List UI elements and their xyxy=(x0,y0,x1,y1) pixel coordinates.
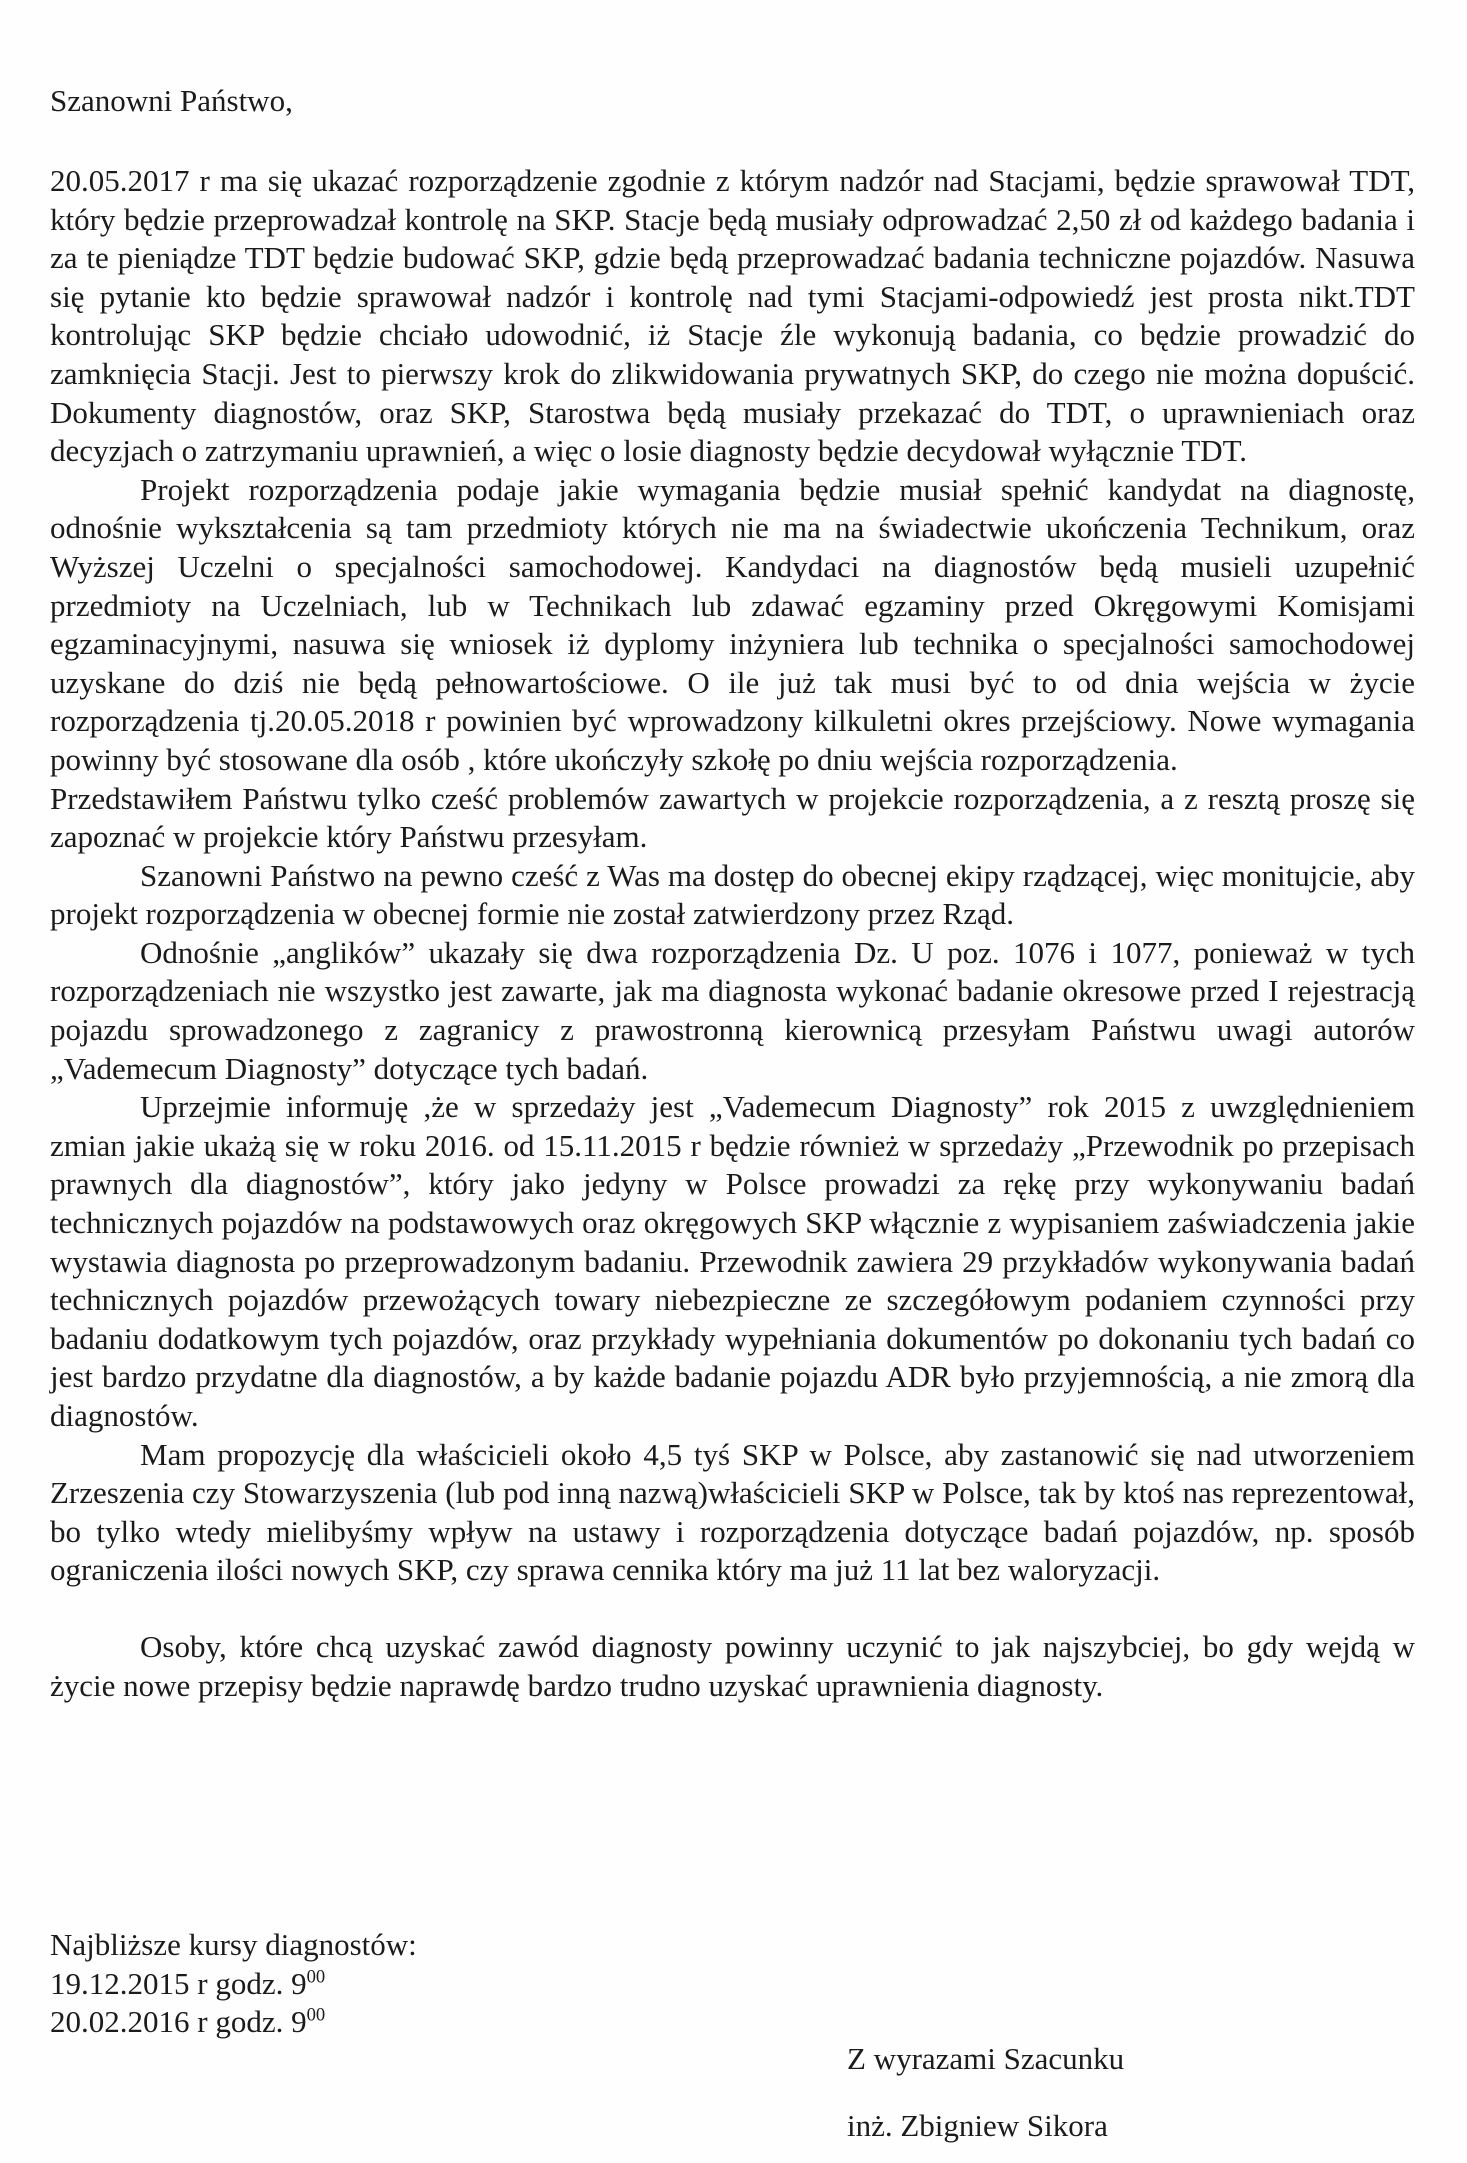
courses-list xyxy=(50,1926,417,2042)
paragraph-7: Mam propozycję dla właścicieli około 4,5 tyś SKP w Polsce, aby zastanowić się nad utworzeniem Zrzeszenia czy Stowarzyszenia (lub pod inną nazwą)właścicieli SKP w Polsce, tak by ktoś nas reprezentował, bo tylko wtedy mielibyśmy wpływ na ustawy i rozporządzenia dotyczące badań pojazdów, np. sposób ograniczenia ilości nowych SKP, czy sprawa cennika który ma już 11 lat bez waloryzacji. xyxy=(50,1436,1415,1588)
paragraph-5: Odnośnie „anglików” ukazały się dwa rozporządzenia Dz. U poz. 1076 i 1077, ponieważ w tych rozporządzeniach nie wszystko jest zawarte, jak ma diagnosta wykonać badanie okresowe przed I rejestracją pojazdu sprowadzonego z zagranicy z prawostronną kierownicą przesyłam Państwu uwagi autorów „Vademecum Diagnosty” dotyczące tych badań. xyxy=(50,934,1415,1086)
paragraph-4: Szanowni Państwo na pewno cześć z Was ma dostęp do obecnej ekipy rządzącej, więc monitujcie, aby projekt rozporządzenia w obecnej formie nie został zatwierdzony przez Rząd. xyxy=(50,857,1415,932)
signature-name: inż. Zbigniew Sikora xyxy=(847,2108,1108,2143)
paragraph-1: 20.05.2017 r ma się ukazać rozporządzenie zgodnie z którym nadzór nad Stacjami, będzie sprawował TDT, który będzie przeprowadzał kontrolę na SKP. Stacje będą musiały odprowadzać 2,50 zł od każdego badania i za te pieniądze TDT będzie budować SKP, gdzie będą przeprowadzać badania techniczne pojazdów. Nasuwa się pytanie kto będzie sprawował nadzór i kontrolę nad tymi Stacjami-odpowiedź jest prosta nikt.TDT kontrolując SKP będzie chciało udowodnić, iż Stacje źle wykonują badania, co będzie prowadzić do zamknięcia Stacji. Jest to pierwszy krok do zlikwidowania prywatnych SKP, do czego nie można dopuścić. Dokumenty diagnostów, oraz SKP, Starostwa będą musiały przekazać do TDT, o uprawnieniach oraz decyzjach o zatrzymaniu uprawnień, a więc o losie diagnosty będzie decydował wyłącznie TDT. xyxy=(50,163,1415,469)
salutation: Szanowni Państwo, xyxy=(50,83,293,118)
closing-phrase: Z wyrazami Szacunku xyxy=(847,2041,1125,2076)
course-time-minutes: 00 xyxy=(306,2004,326,2026)
letter-body xyxy=(50,162,1415,1705)
paragraph-8: Osoby, które chcą uzyskać zawód diagnosty powinny uczynić to jak najszybciej, bo gdy wejdą w życie nowe przepisy będzie naprawdę bardzo trudno uzyskać uprawnienia diagnosty. xyxy=(50,1628,1415,1703)
courses-heading: Najbliższe kursy diagnostów: xyxy=(50,1927,417,1962)
course-date-1 xyxy=(50,1965,417,2004)
course-date-text: 20.02.2016 r godz. 9 xyxy=(50,2004,307,2040)
course-date-text: 19.12.2015 r godz. 9 xyxy=(50,1965,307,2001)
paragraph-3: Przedstawiłem Państwu tylko cześć problemów zawartych w projekcie rozporządzenia, a z resztą proszę się zapoznać w projekcie który Państwu przesyłam. xyxy=(50,780,1415,855)
course-date-2 xyxy=(50,2003,417,2042)
paragraph-6: Uprzejmie informuję ,że w sprzedaży jest „Vademecum Diagnosty” rok 2015 z uwzględnieniem zmian jakie ukażą się w roku 2016. od 15.11.2015 r będzie również w sprzedaży „Przewodnik po przepisach prawnych dla diagnostów”, który jako jedyny w Polsce prowadzi za rękę przy wykonywaniu badań technicznych pojazdów na podstawowych oraz okręgowych SKP włącznie z wypisaniem zaświadczenia jakie wystawia diagnosta po przeprowadzonym badaniu. Przewodnik zawiera 29 przykładów wykonywania badań technicznych pojazdów przewożących towary niebezpieczne ze szczegółowym podaniem czynności przy badaniu dodatkowym tych pojazdów, oraz przykłady wypełniania dokumentów po dokonaniu tych badań co jest bardzo przydatne dla diagnostów, a by każde badanie pojazdu ADR było przyjemnością, a nie zmorą dla diagnostów. xyxy=(50,1089,1415,1433)
course-time-minutes: 00 xyxy=(306,1966,326,1988)
paragraph-2: Projekt rozporządzenia podaje jakie wymagania będzie musiał spełnić kandydat na diagnostę, odnośnie wykształcenia są tam przedmioty których nie ma na świadectwie ukończenia Technikum, oraz Wyższej Uczelni o specjalności samochodowej. Kandydaci na diagnostów będą musieli uzupełnić przedmioty na Uczelniach, lub w Technikach lub zdawać egzaminy przed Okręgowymi Komisjami egzaminacyjnymi, nasuwa się wniosek iż dyplomy inżyniera lub technika o specjalności samochodowej uzyskane do dziś nie będą pełnowartościowe. O ile już tak musi być to od dnia wejścia w życie rozporządzenia tj.20.05.2018 r powinien być wprowadzony kilkuletni okres przejściowy. Nowe wymagania powinny być stosowane dla osób , które ukończyły szkołę po dniu wejścia rozporządzenia. xyxy=(50,471,1415,777)
